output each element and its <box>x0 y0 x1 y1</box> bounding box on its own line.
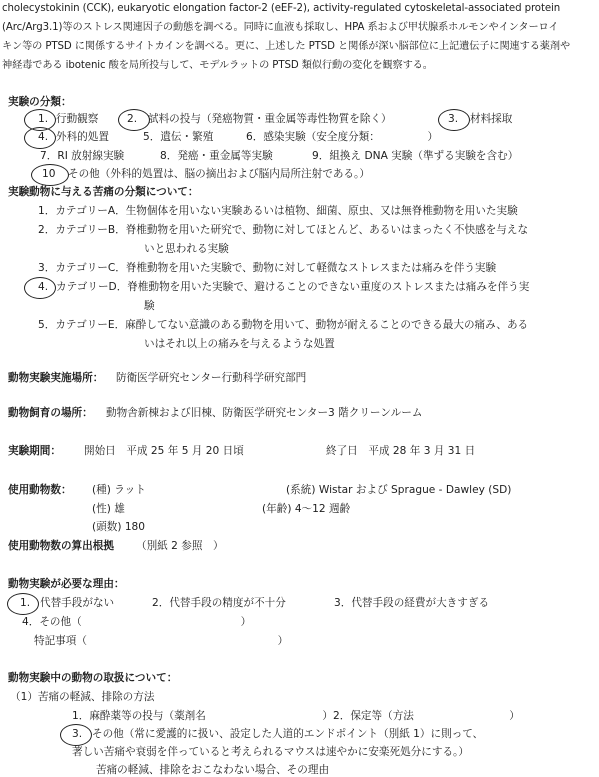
animals-species: (種) ラット <box>92 484 146 496</box>
pain-category-d-cont: 験 <box>144 300 155 312</box>
location-label: 動物実験実施場所： <box>8 372 104 384</box>
class-item-5: 5．遺伝・繁殖 <box>143 131 214 143</box>
basis-label: 使用動物数の算出根拠 <box>8 540 114 552</box>
pain-category-d: カテゴリーD．脊椎動物を用いた実験で、避けることのできない重度のストレスまたは痛みを伴う実 <box>56 281 530 293</box>
class-item-2-number: 2. <box>127 113 138 125</box>
special-notes: 特記事項（ ） <box>34 635 289 647</box>
intro-line-3: キン等の PTSD に関係するサイトカインを調べる。更に、上述した PTSD と関係が深い脳部位に上記遺伝子に関連する薬剤や <box>2 41 571 52</box>
reason-3: 3．代替手段の経費が大きすぎる <box>334 597 490 609</box>
period-label: 実験期間： <box>8 445 61 457</box>
animals-label: 使用動物数： <box>8 484 72 496</box>
class-item-3-label: 材料採取 <box>470 113 513 125</box>
pain-category-e: 5．カテゴリーE．麻酔してない意識のある動物を用いて、動物が耐えることのできる最大の痛み、ある <box>38 319 529 331</box>
pain-category-e-cont: いはそれ以上の痛みを与えるような処置 <box>144 338 335 350</box>
class-item-1-number: 1. <box>38 113 49 125</box>
handling-methods-1-2: 1．麻酔薬等の投与（薬剤名 ）2．保定等（方法 ） <box>72 710 520 722</box>
intro-line-1: cholecystokinin (CCK), eukaryotic elongation factor-2 (eEF-2), activity-regulated cytoskeletal-associated protein <box>2 3 561 14</box>
handling-heading: 動物実験中の動物の取扱について： <box>8 672 178 684</box>
class-item-3-number: 3. <box>448 113 459 125</box>
class-item-4-label: 外科的処置 <box>56 131 109 143</box>
reason-2: 2．代替手段の精度が不十分 <box>152 597 286 609</box>
pain-category-a: 1．カテゴリーA．生物個体を用いない実験あるいは植物、細菌、原虫、又は無脊椎動物を用いた実験 <box>38 205 518 217</box>
class-item-9: 9．組換え DNA 実験（準ずる実験を含む） <box>312 150 519 162</box>
class-item-4-number: 4. <box>38 131 49 143</box>
period-end: 終了日 平成 28 年 3 月 31 日 <box>326 445 476 457</box>
housing-value: 動物舎新棟および旧棟、防衛医学研究センター3 階クリーンルーム <box>106 407 423 419</box>
intro-line-4: 神経毒である ibotenic 酸を局所投与して、モデルラットの PTSD 類似行動の変化を観察する。 <box>2 60 433 71</box>
class-item-10-text: その他（外科的処置は、脳の摘出および脳内局所注射である。） <box>68 168 370 180</box>
handling-method-3-text: その他（常に愛護的に扱い、設定した人道的エンドポイント（別紙 1）に則って、 <box>92 728 484 740</box>
pain-heading: 実験動物に与える苦痛の分類について： <box>8 186 199 198</box>
period-start: 開始日 平成 25 年 5 月 20 日頃 <box>84 445 244 457</box>
class-item-6: 6．感染実験（安全度分類： ） <box>246 131 439 143</box>
handling-method-3-number: 3. <box>72 728 83 740</box>
classification-heading: 実験の分類： <box>8 96 72 108</box>
handling-no-reduction-reason: 苦痛の軽減、排除をおこなわない場合、その理由 <box>96 764 330 776</box>
class-item-2-label: 試料の投与（発癌物質・重金属等毒性物質を除く） <box>148 113 392 125</box>
reason-1-number: 1. <box>20 597 31 609</box>
handling-method-3-cont: 著しい苦痛や衰弱を伴っていると考えられるマウスは速やかに安楽死処分にする。） <box>72 746 469 758</box>
handling-sub-1: （1）苦痛の軽減、排除の方法 <box>10 691 155 703</box>
animals-sex: (性) 雄 <box>92 503 125 515</box>
housing-label: 動物飼育の場所： <box>8 407 93 419</box>
pain-category-c: 3．カテゴリーC．脊椎動物を用いた実験で、動物に対して軽微なストレスまたは痛みを伴う実験 <box>38 262 497 274</box>
reason-1-label: 代替手段がない <box>40 597 115 609</box>
pain-category-d-number: 4. <box>38 281 49 293</box>
pain-category-b: 2．カテゴリーB．脊椎動物を用いた研究で、動物に対してほとんど、あるいはまったく不快感を与えな <box>38 224 529 236</box>
location-value: 防衛医学研究センター行動科学研究部門 <box>116 372 307 384</box>
reason-4: 4．その他（ ） <box>22 616 252 628</box>
reason-heading: 動物実験が必要な理由： <box>8 578 125 590</box>
animals-age: (年齢) 4～12 週齢 <box>262 503 351 515</box>
class-item-10-number: 10 <box>42 168 56 180</box>
class-item-1-label: 行動観察 <box>56 113 99 125</box>
animals-count: (頭数) 180 <box>92 521 146 533</box>
class-item-8: 8．発癌・重金属等実験 <box>160 150 273 162</box>
intro-line-2: (Arc/Arg3.1)等のストレス関連因子の動態を調べる。同時に血液も採取し、HPA 系および甲状腺系ホルモンやインターロイ <box>2 22 559 33</box>
basis-value: （別紙 2 参照 ） <box>136 540 224 552</box>
pain-category-b-cont: いと思われる実験 <box>144 243 229 255</box>
animals-strain: (系統) Wistar および Sprague - Dawley (SD) <box>286 484 512 496</box>
class-item-7: 7．RI 放射線実験 <box>40 150 125 162</box>
